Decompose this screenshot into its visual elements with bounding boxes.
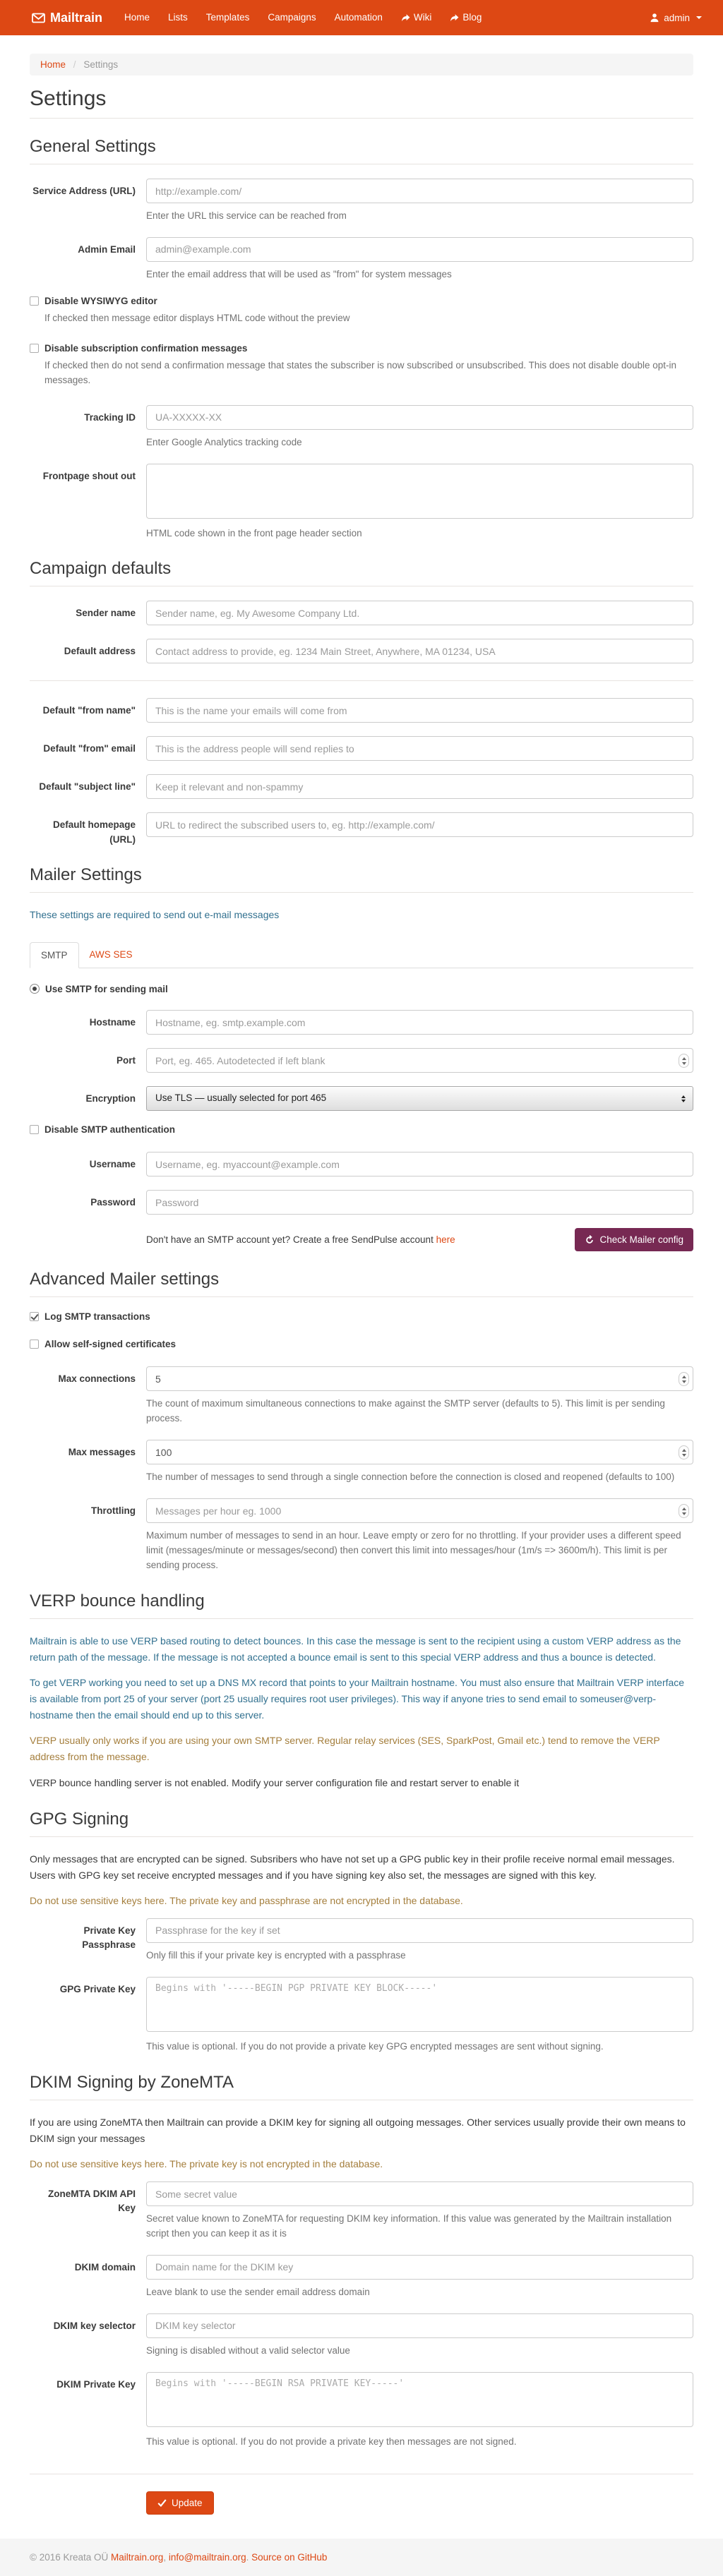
gpg-private-key-label: GPG Private Key xyxy=(59,1983,136,1994)
dkim-api-key-help: Secret value known to ZoneMTA for requesting DKIM key information. If this value was generated by the Mailtrain installation script then you can keep it as it is xyxy=(146,2213,672,2239)
breadcrumb-separator: / xyxy=(73,59,76,70)
checkbox-icon[interactable] xyxy=(30,344,39,353)
gpg-paragraph: Only messages that are encrypted can be signed. Subsribers who have not set up a GPG public key in their profile receive normal email messages. Users with GPG key set receive encrypted messages and if you have signing key also set, the messages are signed with this key. xyxy=(30,1853,675,1881)
max-messages-help: The number of messages to send through a single connection before the connection is closed and reopened (defaults to 100) xyxy=(146,1471,675,1483)
verp-paragraph-2: To get VERP working you need to set up a DNS MX record that points to your Mailtrain hostname. You must also ensure that Mailtrain VERP interface is available from port 25 of your server (port 25 usually requires root user privileges). This way if anyone tries to send email to someuser@verp-hostname then the email should end up to this server. xyxy=(30,1677,685,1721)
homepage-input[interactable] xyxy=(146,812,693,837)
tab-aws-ses[interactable]: AWS SES xyxy=(89,949,133,961)
disable-confirmations-help: If checked then do not send a confirmation message that states the subscriber is now subscribed or unsubscribed. This does not disable double opt-in messages. xyxy=(44,359,677,385)
external-arrow-icon xyxy=(450,13,459,23)
from-email-label: Default "from" email xyxy=(43,743,136,754)
gpg-warning: Do not use sensitive keys here. The private key and passphrase are not encrypted in the database. xyxy=(30,1894,463,1906)
gpg-passphrase-label: Private Key Passphrase xyxy=(82,1925,136,1951)
user-menu[interactable] xyxy=(650,13,702,23)
section-advanced-mailer: Advanced Mailer settings xyxy=(30,1270,220,1289)
number-stepper[interactable] xyxy=(679,1504,689,1518)
admin-email-label: Admin Email xyxy=(78,243,136,255)
service-address-help: Enter the URL this service can be reached from xyxy=(146,210,347,221)
username-input[interactable] xyxy=(146,1152,693,1176)
subject-line-input[interactable] xyxy=(146,774,693,799)
default-address-input[interactable] xyxy=(146,639,693,663)
hostname-label: Hostname xyxy=(89,1017,136,1028)
number-stepper[interactable] xyxy=(679,1445,689,1459)
sendpulse-here-link[interactable]: here xyxy=(436,1234,455,1246)
subject-line-label: Default "subject line" xyxy=(39,781,136,793)
service-address-input[interactable] xyxy=(146,179,693,203)
page-title: Settings xyxy=(30,87,107,110)
max-messages-input[interactable] xyxy=(146,1440,693,1464)
throttling-input[interactable] xyxy=(146,1498,693,1523)
tracking-id-help: Enter Google Analytics tracking code xyxy=(146,436,302,447)
homepage-label: Default homepage (URL) xyxy=(52,819,136,845)
disable-smtp-auth-checkbox[interactable]: Disable SMTP authentication xyxy=(30,1124,693,1135)
dkim-private-key-help: This value is optional. If you do not provide a private key then messages are not signed. xyxy=(146,2436,517,2447)
nav-item-home[interactable]: Home xyxy=(124,12,150,23)
checkbox-icon[interactable] xyxy=(30,1125,39,1134)
disable-wysiwyg-checkbox[interactable]: Disable WYSIWYG editor xyxy=(30,296,693,306)
sendpulse-note: Don't have an SMTP account yet? Create a free SendPulse account here xyxy=(146,1234,455,1246)
footer-email-link[interactable]: info@mailtrain.org xyxy=(168,2551,246,2563)
dkim-private-key-textarea[interactable] xyxy=(146,2372,693,2427)
port-input[interactable] xyxy=(146,1048,693,1073)
radio-icon[interactable] xyxy=(30,984,40,994)
verp-warning: VERP usually only works if you are using your own SMTP server. Regular relay services (SES, SparkPost, Gmail etc.) tend to remove the VERP address from the message. xyxy=(30,1735,660,1763)
section-mailer-settings: Mailer Settings xyxy=(30,865,142,884)
encryption-select[interactable]: Use TLS — usually selected for port 465 xyxy=(146,1086,693,1111)
nav-item-blog[interactable]: Blog xyxy=(441,0,491,35)
disable-wysiwyg-help: If checked then message editor displays HTML code without the preview xyxy=(44,312,350,323)
password-input[interactable] xyxy=(146,1190,693,1215)
gpg-passphrase-input[interactable] xyxy=(146,1918,693,1943)
max-connections-input[interactable] xyxy=(146,1366,693,1391)
disable-confirmations-checkbox[interactable]: Disable subscription confirmation messages xyxy=(30,343,693,354)
footer-copyright: © 2016 Kreata OÜ xyxy=(30,2551,109,2563)
section-campaign-defaults: Campaign defaults xyxy=(30,559,172,579)
dkim-selector-input[interactable] xyxy=(146,2313,693,2338)
nav-item-lists[interactable]: Lists xyxy=(168,12,188,23)
external-arrow-icon xyxy=(401,13,410,23)
check-mailer-config-button[interactable]: Check Mailer config xyxy=(575,1228,693,1251)
user-name: admin xyxy=(664,12,690,23)
dkim-private-key-label: DKIM Private Key xyxy=(56,2378,136,2390)
username-label: Username xyxy=(89,1159,136,1170)
mailer-intro: These settings are required to send out e-mail messages xyxy=(30,908,280,920)
chevron-down-icon xyxy=(696,16,702,19)
main-container xyxy=(30,35,693,2539)
number-stepper[interactable] xyxy=(679,1054,689,1068)
from-name-label: Default "from name" xyxy=(42,705,136,716)
nav-item-wiki[interactable]: Wiki xyxy=(392,0,441,35)
brand-name: Mailtrain xyxy=(50,10,103,25)
user-icon xyxy=(650,13,659,23)
checkbox-icon[interactable] xyxy=(30,296,39,306)
section-verp: VERP bounce handling xyxy=(30,1591,205,1611)
shoutout-help: HTML code shown in the front page header section xyxy=(146,527,362,538)
shoutout-textarea[interactable] xyxy=(146,464,693,519)
max-connections-help: The count of maximum simultaneous connections to make against the SMTP server (defaults to 5). This limit is per sending process. xyxy=(146,1398,665,1424)
breadcrumb-home-link[interactable]: Home xyxy=(40,59,66,70)
service-address-label: Service Address (URL) xyxy=(32,186,136,196)
admin-email-help: Enter the email address that will be used as "from" for system messages xyxy=(146,268,452,279)
log-smtp-checkbox[interactable]: Log SMTP transactions xyxy=(30,1311,693,1322)
verp-status: VERP bounce handling server is not enabled. Modify your server configuration file and restart server to enable it xyxy=(30,1776,520,1788)
sender-name-label: Sender name xyxy=(76,608,136,619)
mailer-tabs xyxy=(30,942,693,968)
dkim-domain-input[interactable] xyxy=(146,2255,693,2280)
checkbox-checked-icon[interactable] xyxy=(30,1312,39,1321)
shoutout-label: Frontpage shout out xyxy=(42,470,136,481)
update-button[interactable]: Update xyxy=(146,2491,214,2515)
max-connections-label: Max connections xyxy=(58,1373,136,1385)
max-messages-label: Max messages xyxy=(68,1447,136,1458)
section-dkim: DKIM Signing by ZoneMTA xyxy=(30,2072,234,2092)
encryption-label: Encryption xyxy=(85,1093,136,1105)
page-footer: © 2016 Kreata OÜ Mailtrain.org, info@mailtrain.org. Source on GitHub xyxy=(0,2539,723,2576)
nav-item-templates[interactable]: Templates xyxy=(205,12,250,23)
tracking-id-label: Tracking ID xyxy=(84,411,136,423)
hostname-input[interactable] xyxy=(146,1010,693,1035)
checkbox-icon[interactable] xyxy=(30,1340,39,1349)
from-name-input[interactable] xyxy=(146,698,693,723)
verp-paragraph-1: Mailtrain is able to use VERP based routing to detect bounces. In this case the message is sent to the recipient using a custom VERP address as the return path of the message. If the message is not accepted a bounce email is sent to this special VERP address and thus a bounce is detected. xyxy=(30,1635,681,1663)
default-address-label: Default address xyxy=(64,646,136,657)
throttling-help: Maximum number of messages to send in an hour. Leave empty or zero for no throttling. If your provider uses a different speed limit (messages/minute or messages/second) then convert this limit into messages/hour (1m/s => 3600m/h). This limit is per sending process. xyxy=(146,1530,681,1570)
tab-smtp[interactable]: SMTP xyxy=(30,942,79,968)
section-gpg: GPG Signing xyxy=(30,1809,129,1829)
gpg-passphrase-help: Only fill this if your private key is encrypted with a passphrase xyxy=(146,1949,406,1961)
dkim-domain-help: Leave blank to use the sender email address domain xyxy=(146,2286,370,2297)
nav-item-automation[interactable]: Automation xyxy=(334,12,383,23)
dkim-api-key-input[interactable] xyxy=(146,2181,693,2206)
use-smtp-radio[interactable]: Use SMTP for sending mail xyxy=(30,984,693,994)
throttling-label: Throttling xyxy=(91,1505,136,1517)
tracking-id-input[interactable] xyxy=(146,405,693,430)
sender-name-input[interactable] xyxy=(146,601,693,625)
from-email-input[interactable] xyxy=(146,736,693,761)
check-icon xyxy=(157,2498,167,2508)
top-navbar xyxy=(0,0,723,35)
dkim-paragraph: If you are using ZoneMTA then Mailtrain can provide a DKIM key for signing all outgoing messages. Other services usually provide their own means to DKIM sign your messages xyxy=(30,2116,686,2144)
password-label: Password xyxy=(90,1197,136,1208)
select-arrows-icon xyxy=(681,1095,686,1102)
footer-github-link[interactable]: Source on GitHub xyxy=(251,2551,328,2563)
envelope-icon xyxy=(32,13,45,23)
self-signed-checkbox[interactable]: Allow self-signed certificates xyxy=(30,1339,693,1349)
refresh-icon xyxy=(585,1235,594,1245)
section-general-settings: General Settings xyxy=(30,137,156,156)
dkim-api-key-label: ZoneMTA DKIM API Key xyxy=(48,2189,136,2214)
nav-item-campaigns[interactable]: Campaigns xyxy=(268,12,316,23)
admin-email-input[interactable] xyxy=(146,237,693,262)
breadcrumb-current: Settings xyxy=(83,59,119,70)
breadcrumb xyxy=(30,54,693,76)
dkim-selector-help: Signing is disabled without a valid selector value xyxy=(146,2345,350,2356)
port-label: Port xyxy=(116,1055,136,1066)
footer-mailtrain-link[interactable]: Mailtrain.org xyxy=(111,2551,164,2563)
gpg-private-key-help: This value is optional. If you do not provide a private key GPG encrypted messages are sent without signing. xyxy=(146,2040,604,2052)
dkim-warning: Do not use sensitive keys here. The private key is not encrypted in the database. xyxy=(30,2157,383,2169)
dkim-selector-label: DKIM key selector xyxy=(53,2320,136,2331)
brand-logo[interactable] xyxy=(32,11,102,25)
dkim-domain-label: DKIM domain xyxy=(74,2261,136,2273)
number-stepper[interactable] xyxy=(679,1372,689,1386)
gpg-private-key-textarea[interactable] xyxy=(146,1977,693,2032)
